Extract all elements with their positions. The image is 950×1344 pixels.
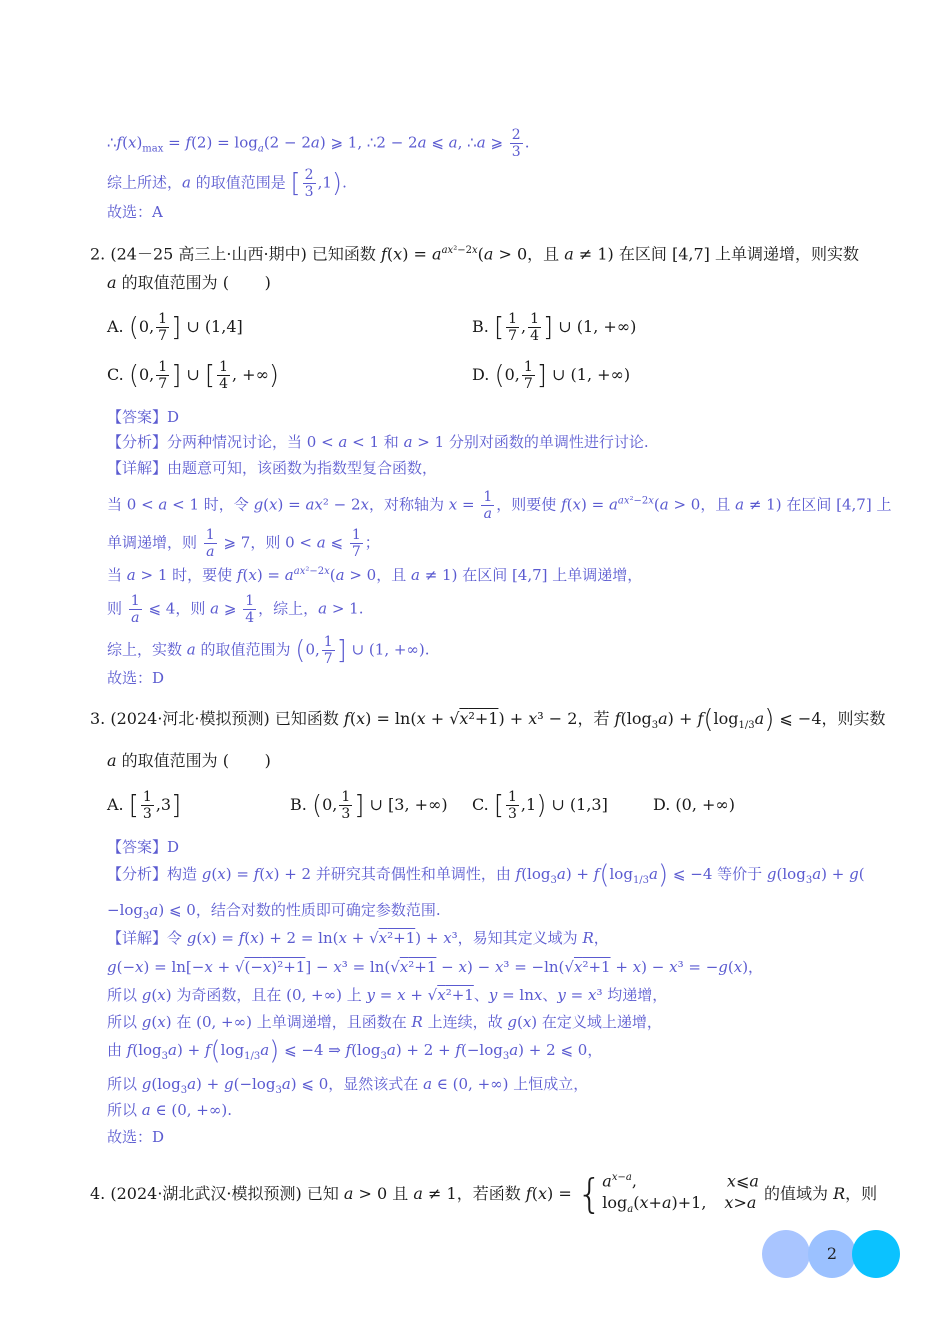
- prev-line-1: $\therefore f(x)_{max} = f(2) = \log_a(2 - 2a)$ ⩾ 1, ∴2 − 2a ⩽ a, ∴a ⩾ $\frac{2}{3}$ .: [107, 127, 530, 160]
- q3-option-d[interactable]: D. (0, +∞): [653, 795, 735, 814]
- q3-detail-7: 所以 a ∈ (0, +∞).: [107, 1101, 232, 1119]
- q4-piecewise: $a^{x-a}$, x⩽a $\log_a(x+a)+1$, x>a: [602, 1171, 759, 1216]
- q2-choice: 故选：D: [107, 669, 165, 687]
- q2-stem-line-1: 2. (24－25 高三上·山西·期中) 已知函数 $f(x) = a^{ax^2-2x}(a > 0$，且 a ≠ 1) 在区间 [4,7] 上单调递增，则实数: [90, 244, 859, 264]
- page-number: 2: [826, 1244, 838, 1263]
- q2-detail-2: 当 0 < a < 1 时，令 g(x) = ax² − 2x，对称轴为 x = $\frac{1}{a}$ ，则要使 $f(x) = a^{ax^2-2x}(a > 0$，且 a ≠ 1) 在区间 [4,7] 上: [107, 489, 892, 522]
- q2-detail-1: 【详解】由题意可知，该函数为指数型复合函数，: [107, 459, 438, 477]
- q3-option-b[interactable]: B. (0, $\frac{1}{3}$ ] ∪ [3, +∞): [290, 789, 448, 822]
- q4-stem: 4. (2024·湖北武汉·模拟预测) 已知 a > 0 且 a ≠ 1，若函数 f(x) = { $a^{x-a}$, x⩽a $\log_a(x+a)+1$, x>a 的值域为 R，则: [90, 1167, 877, 1222]
- q3-detail-3: 所以 g(x) 为奇函数，且在 (0, +∞) 上 y = x + √x²+1、y = lnx、y = x³ 均递增，: [107, 986, 668, 1004]
- q2-analysis: 【分析】分两种情况讨论，当 0 < a < 1 和 a > 1 分别对函数的单调性进行讨论.: [107, 433, 649, 451]
- badge-circle-right: [852, 1230, 900, 1278]
- q3-detail-1: 【详解】令 g(x) = f(x) + 2 = ln(x + √x²+1) + x³，易知其定义域为 R，: [107, 929, 609, 947]
- q3-option-a[interactable]: A. [ $\frac{1}{3}$ ,3]: [107, 789, 182, 822]
- q2-option-d[interactable]: D. (0, $\frac{1}{7}$ ] ∪ (1, +∞): [472, 359, 631, 392]
- q4-number: 4.: [90, 1183, 106, 1203]
- q2-detail-3: 单调递增，则 $\frac{1}{a}$ ⩾ 7，则 0 < a ⩽ $\frac{1}{7}$ ；: [107, 527, 380, 560]
- q3-detail-5: 由 $f(\log_3a) + f(\log_{1/3}a)$ ⩽ −4 ⇒ $f(\log_3a) + 2 + f(-\log_3a) + 2$ ⩽ 0，: [107, 1036, 603, 1066]
- q3-answer: 【答案】D: [107, 838, 180, 856]
- q2-option-b[interactable]: B. [ $\frac{1}{7}$ , $\frac{1}{4}$ ] ∪ (1, +∞): [472, 311, 637, 344]
- q2-detail-4: 当 a > 1 时，要使 $f(x) = a^{ax^2-2x}(a > 0$，且 a ≠ 1) 在区间 [4,7] 上单调递增，: [107, 566, 643, 584]
- q3-option-c[interactable]: C. [ $\frac{1}{3}$ ,1) ∪ (1,3]: [472, 789, 608, 822]
- q3-stem-line-2: a 的取值范围为 ( ): [107, 751, 271, 770]
- q3-detail-6: 所以 $g(\log_3a) + g(-\log_3a)$ ⩽ 0，显然该式在 a ∈ (0, +∞) 上恒成立，: [107, 1075, 589, 1096]
- prev-line-2: 综上所述，a 的取值范围是 [ $\frac{2}{3}$ ,1).: [107, 167, 347, 200]
- q2-number: 2.: [90, 244, 106, 264]
- q2-option-a[interactable]: A. (0, $\frac{1}{7}$ ] ∪ (1,4]: [107, 311, 243, 344]
- q2-stem-line-2: a 的取值范围为 ( ): [107, 273, 271, 292]
- prev-choice: 故选：A: [107, 203, 163, 221]
- q3-stem-line-1: 3. (2024·河北·模拟预测) 已知函数 f(x) = ln(x + √x²+1) + x³ − 2，若 $f(\log_3a) + f(\log_{1/3}a)$ ⩽ −4，则实数: [90, 704, 886, 735]
- q2-answer: 【答案】D: [107, 408, 180, 426]
- page-number-badge: [762, 1230, 902, 1278]
- q3-detail-2: g(−x) = ln[−x + √(−x)²+1] − x³ = ln(√x²+1 − x) − x³ = −ln(√x²+1 + x) − x³ = −g(x)，: [107, 958, 764, 976]
- badge-circle-left: [762, 1230, 810, 1278]
- q2-option-c[interactable]: C. (0, $\frac{1}{7}$ ] ∪ [ $\frac{1}{4}$ , +∞): [107, 359, 280, 392]
- q3-analysis-2: $-\log_3a$) ⩽ 0，结合对数的性质即可确定参数范围.: [107, 901, 441, 922]
- q3-number: 3.: [90, 709, 106, 728]
- q3-analysis-1: 【分析】构造 g(x) = f(x) + 2 并研究其奇偶性和单调性，由 $f(\log_3a) + f(\log_{1/3}a)$ ⩽ −4 等价于 $g(\log_3a) + g$(: [107, 860, 865, 890]
- q2-detail-5: 则 $\frac{1}{a}$ ⩽ 4，则 a ⩾ $\frac{1}{4}$ ，综上，a > 1.: [107, 593, 364, 626]
- q3-detail-4: 所以 g(x) 在 (0, +∞) 上单调递增，且函数在 R 上连续，故 g(x) 在定义域上递增，: [107, 1013, 662, 1031]
- q2-detail-6: 综上，实数 a 的取值范围为 (0, $\frac{1}{7}$ ] ∪ (1, +∞).: [107, 634, 430, 667]
- q3-choice: 故选：D: [107, 1128, 165, 1146]
